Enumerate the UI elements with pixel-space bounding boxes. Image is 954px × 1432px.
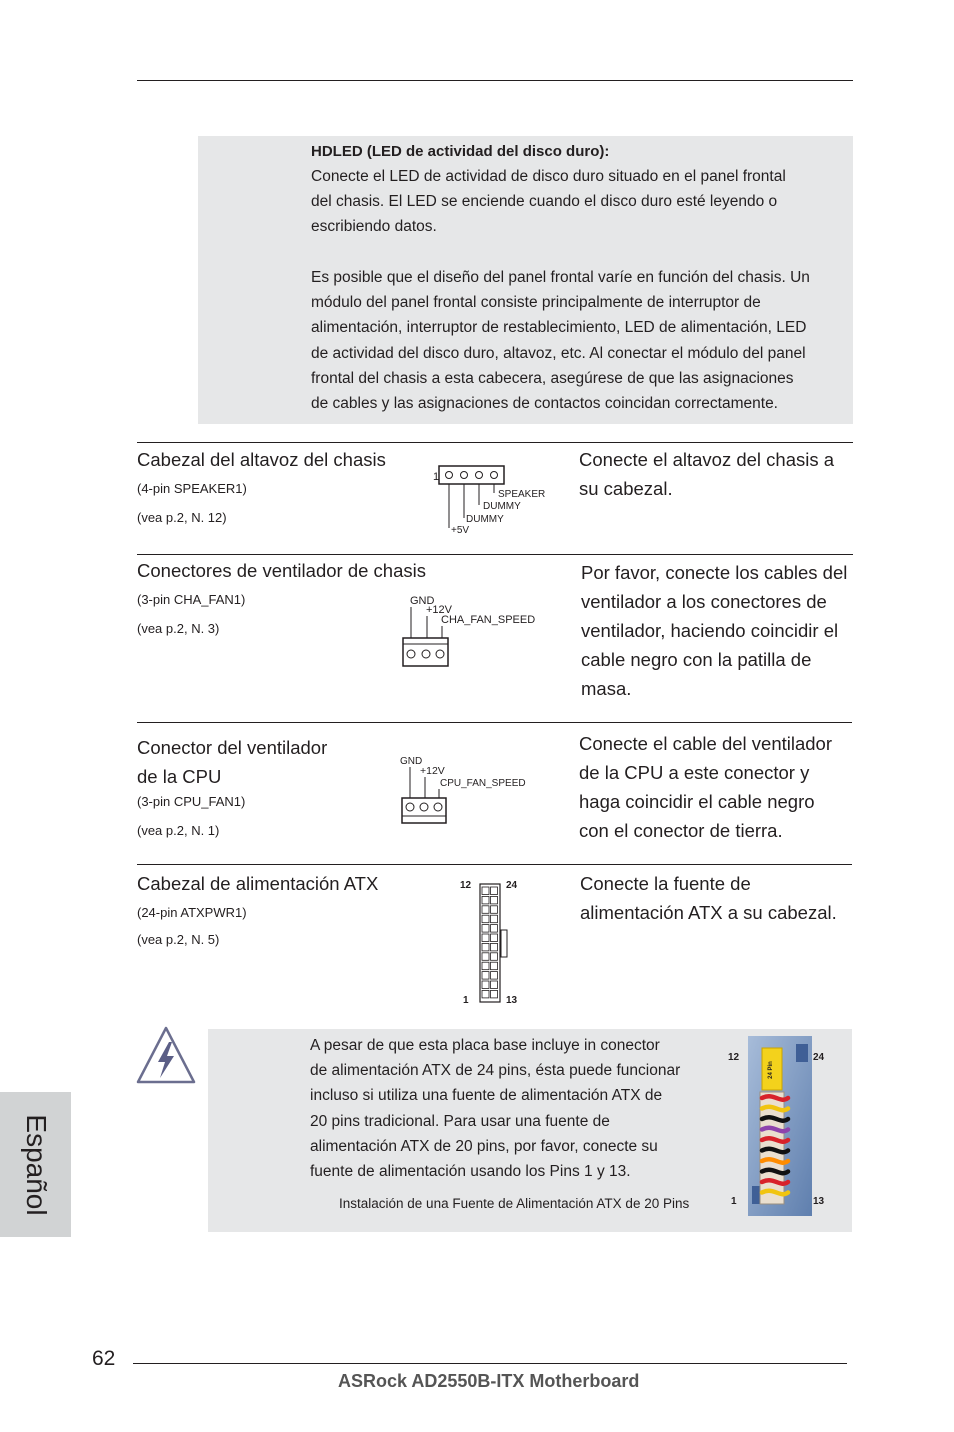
dummy-pin-label: DUMMY [483, 501, 521, 512]
atx-title: Cabezal de alimentación ATX [137, 873, 379, 894]
pin1-label: 1 [433, 471, 440, 483]
chassis-fan-subtitle: (3-pin CHA_FAN1) [137, 592, 246, 607]
desc-line: alimentación ATX a su cabezal. [580, 902, 837, 923]
pin-1-label: 1 [463, 995, 469, 1006]
note-line: Conecte el LED de actividad de disco duro situado en el panel frontal [311, 168, 786, 185]
desc-line: su cabezal. [579, 478, 673, 499]
atx-pin [482, 990, 489, 998]
dummy-pin-label: DUMMY [466, 514, 504, 525]
desc-line: ventilador a los conectores de [581, 591, 827, 612]
12v-label: +12V [426, 604, 452, 616]
desc-line: Conecte el cable del ventilador [579, 733, 832, 754]
atx-pin [482, 915, 489, 923]
photo-pin-24-label: 24 [813, 1052, 825, 1063]
atx-20pin-photo [722, 1036, 834, 1216]
title-line: de la CPU [137, 766, 222, 787]
desc-line: masa. [581, 678, 632, 699]
chassis-fan-title: Conectores de ventilador de chasis [137, 560, 426, 581]
section-rule [137, 864, 852, 865]
language-side-tab [0, 1092, 71, 1237]
atx-pin [482, 906, 489, 914]
title-line: Conector del ventilador [137, 737, 328, 758]
atx-ref: (vea p.2, N. 5) [137, 932, 220, 947]
pin-12-label: 12 [460, 880, 472, 891]
cpu-fan-connector-diagram [398, 753, 533, 827]
atx-pin [482, 925, 489, 933]
desc-line: Por favor, conecte los cables del [581, 562, 848, 583]
page-number: 62 [92, 1347, 116, 1370]
footer-product: ASRock AD2550B-ITX Motherboard [338, 1371, 640, 1391]
atx-pin [491, 953, 498, 961]
chassis-fan-desc [581, 558, 847, 703]
fan-speed-label: CHA_FAN_SPEED [441, 614, 535, 626]
chassis-fan-connector-diagram [400, 592, 535, 670]
note-line: escribiendo datos. [311, 218, 437, 236]
note-line: de cables y las asignaciones de contactos coincidan correctamente. [311, 395, 778, 413]
note-line: fuente de alimentación usando los Pins 1 y 13. [310, 1163, 631, 1181]
atx-pin [482, 896, 489, 904]
note-line: alimentación ATX de 20 pins, por favor, conecte su [310, 1137, 658, 1155]
desc-line: haga coincidir el cable negro [579, 791, 815, 812]
note-line: módulo del panel frontal consiste principalmente de interruptor de [311, 294, 761, 312]
cpu-fan-title [137, 733, 327, 791]
atx-pin [491, 906, 498, 914]
note-line: Es posible que el diseño del panel frontal varíe en función del chasis. Un [311, 269, 810, 286]
note-line: 20 pins tradicional. Para usar una fuente de [310, 1112, 610, 1130]
desc-line: Conecte el altavoz del chasis a [579, 449, 835, 470]
photo-pin-12-label: 12 [728, 1052, 740, 1063]
language-label: Español [20, 1113, 52, 1216]
footer-rule [133, 1363, 847, 1364]
cpu-fan-ref: (vea p.2, N. 1) [137, 823, 220, 838]
12v-label: +12V [420, 765, 445, 777]
desc-line: ventilador, haciendo coincidir el [581, 620, 839, 641]
connector-label: 24 Pin [768, 1061, 774, 1079]
speaker-ref: (vea p.2, N. 12) [137, 510, 227, 525]
atx-pin [491, 887, 498, 895]
gnd-label: GND [400, 756, 423, 767]
chassis-fan-ref: (vea p.2, N. 3) [137, 621, 220, 636]
atx-subtitle: (24-pin ATXPWR1) [137, 905, 247, 920]
atx-pin [491, 962, 498, 970]
hdled-note-paragraph-1 [311, 164, 856, 240]
note-line: de alimentación ATX de 24 pins, ésta puede funcionar [310, 1062, 681, 1080]
atx-pin [482, 981, 489, 989]
photo-pin-1-label: 1 [731, 1196, 737, 1207]
atx-pin [491, 990, 498, 998]
atx-pin [491, 972, 498, 980]
note-line: incluso si utiliza una fuente de alimentación ATX de [310, 1087, 663, 1105]
speaker-desc [579, 445, 834, 503]
atx-connector-diagram [455, 876, 525, 1008]
photo-pin-13-label: 13 [813, 1196, 825, 1207]
cpu-fan-desc [579, 729, 832, 845]
warning-caption: Instalación de una Fuente de Alimentación ATX de 20 Pins [339, 1196, 690, 1211]
atx-pin [491, 934, 498, 942]
atx-pin [482, 962, 489, 970]
atx-pin [491, 925, 498, 933]
hdled-note-title: HDLED (LED de actividad del disco duro): [311, 143, 610, 160]
speaker-title: Cabezal del altavoz del chasis [137, 449, 386, 470]
atx-pin [482, 887, 489, 895]
atx-pin [482, 943, 489, 951]
atx-desc [580, 869, 837, 927]
desc-line: cable negro con la patilla de [581, 649, 812, 670]
atx-pin [491, 943, 498, 951]
atx-pin [491, 981, 498, 989]
atx-pin [491, 915, 498, 923]
pin-24-label: 24 [506, 880, 518, 891]
gnd-label: GND [410, 595, 435, 607]
note-line: frontal del chasis a esta cabecera, asegúrese de que las asignaciones [311, 369, 794, 387]
atx-pin [491, 896, 498, 904]
speaker-pin-label: SPEAKER [498, 489, 546, 500]
note-line: del chasis. El LED se enciende cuando el disco duro esté leyendo o [311, 193, 778, 211]
header-rule [137, 80, 853, 81]
desc-line: Conecte la fuente de [580, 873, 751, 894]
section-rule [137, 442, 853, 443]
section-rule [137, 554, 853, 555]
hdled-note-paragraph-2 [311, 265, 861, 416]
5v-pin-label: +5V [451, 525, 470, 536]
warning-icon [134, 1024, 198, 1088]
section-rule [137, 722, 852, 723]
fan-speed-label: CPU_FAN_SPEED [440, 778, 526, 789]
desc-line: con el conector de tierra. [579, 820, 783, 841]
desc-line: de la CPU a este conector y [579, 762, 810, 783]
warning-note-text [310, 1033, 720, 1184]
pin-13-label: 13 [506, 995, 518, 1006]
cpu-fan-subtitle: (3-pin CPU_FAN1) [137, 794, 246, 809]
atx-pin [482, 934, 489, 942]
note-line: alimentación, interruptor de restablecimiento, LED de alimentación, LED [311, 319, 807, 337]
note-line: A pesar de que esta placa base incluye in conector [310, 1037, 660, 1054]
speaker-header-diagram [430, 462, 555, 536]
atx-pin [482, 972, 489, 980]
speaker-subtitle: (4-pin SPEAKER1) [137, 481, 247, 496]
note-line: de actividad del disco duro, altavoz, etc. Al conectar el módulo del panel [311, 344, 806, 362]
atx-pin [482, 953, 489, 961]
